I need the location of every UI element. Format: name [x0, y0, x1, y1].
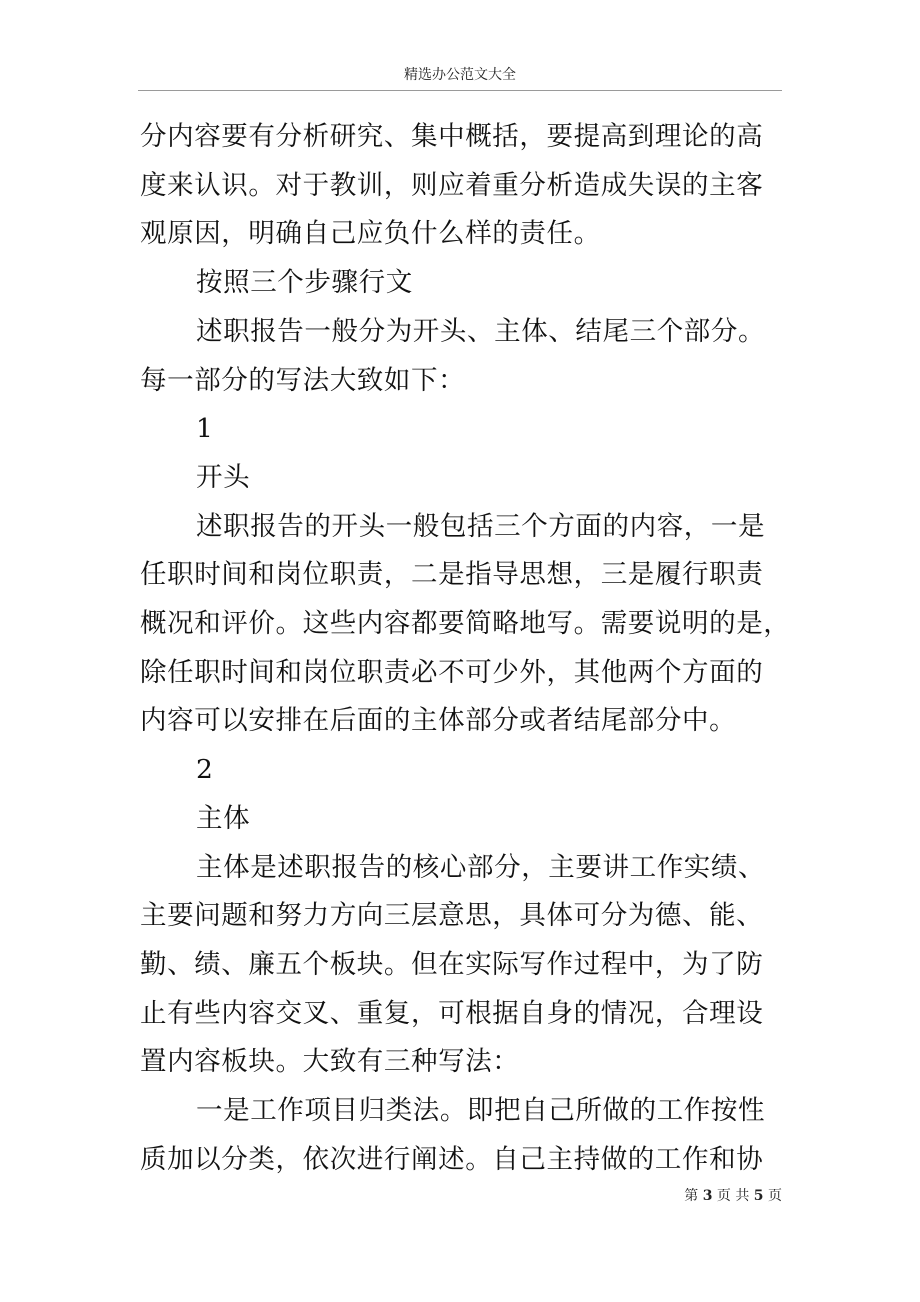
footer-suffix: 页: [768, 1188, 782, 1204]
body-line: 主要问题和努力方向三层意思，具体可分为德、能、: [140, 900, 764, 932]
section-heading: 主体: [196, 802, 251, 834]
body-line: 内容可以安排在后面的主体部分或者结尾部分中。: [140, 705, 737, 737]
body-line: 分内容要有分析研究、集中概括，要提高到理论的高: [140, 121, 764, 152]
section-heading: 按照三个步骤行文: [196, 267, 413, 299]
section-number: 1: [196, 413, 214, 445]
body-line: 除任职时间和岗位职责必不可少外，其他两个方面的: [140, 656, 764, 688]
body-line: 止有些内容交叉、重复，可根据自身的情况，合理设: [140, 997, 764, 1029]
document-body: [140, 113, 791, 1184]
page-footer: [684, 1186, 782, 1206]
footer-prefix: 第: [684, 1188, 699, 1204]
section-number: 2: [196, 754, 214, 786]
footer-middle: 页 共: [716, 1188, 750, 1204]
body-line: 观原因，明确自己应负什么样的责任。: [140, 218, 601, 250]
paragraph-start: 述职报告的开头一般包括三个方面的内容，一是: [196, 510, 766, 542]
body-line: 勤、绩、廉五个板块。但在实际写作过程中，为了防: [140, 948, 764, 980]
body-line: 概况和评价。这些内容都要简略地写。需要说明的是，: [140, 608, 791, 640]
section-heading: 开头: [196, 461, 251, 493]
page-header: [138, 60, 782, 91]
total-pages-number: 5: [753, 1188, 764, 1204]
body-line: 度来认识。对于教训，则应着重分析造成失误的主客: [140, 169, 764, 201]
body-line: 任职时间和岗位职责，二是指导思想，三是履行职责: [140, 559, 764, 591]
body-line: 质加以分类，依次进行阐述。自己主持做的工作和协: [140, 1143, 764, 1175]
current-page-number: 3: [702, 1188, 713, 1204]
body-line: 每一部分的写法大致如下：: [140, 364, 466, 396]
paragraph-start: 主体是述职报告的核心部分，主要讲工作实绩、: [196, 851, 766, 883]
paragraph-start: 一是工作项目归类法。即把自己所做的工作按性: [196, 1095, 766, 1127]
body-line: 置内容板块。大致有三种写法：: [140, 1046, 520, 1078]
header-title: 精选办公范文大全: [404, 67, 516, 83]
paragraph-start: 述职报告一般分为开头、主体、结尾三个部分。: [196, 315, 766, 347]
